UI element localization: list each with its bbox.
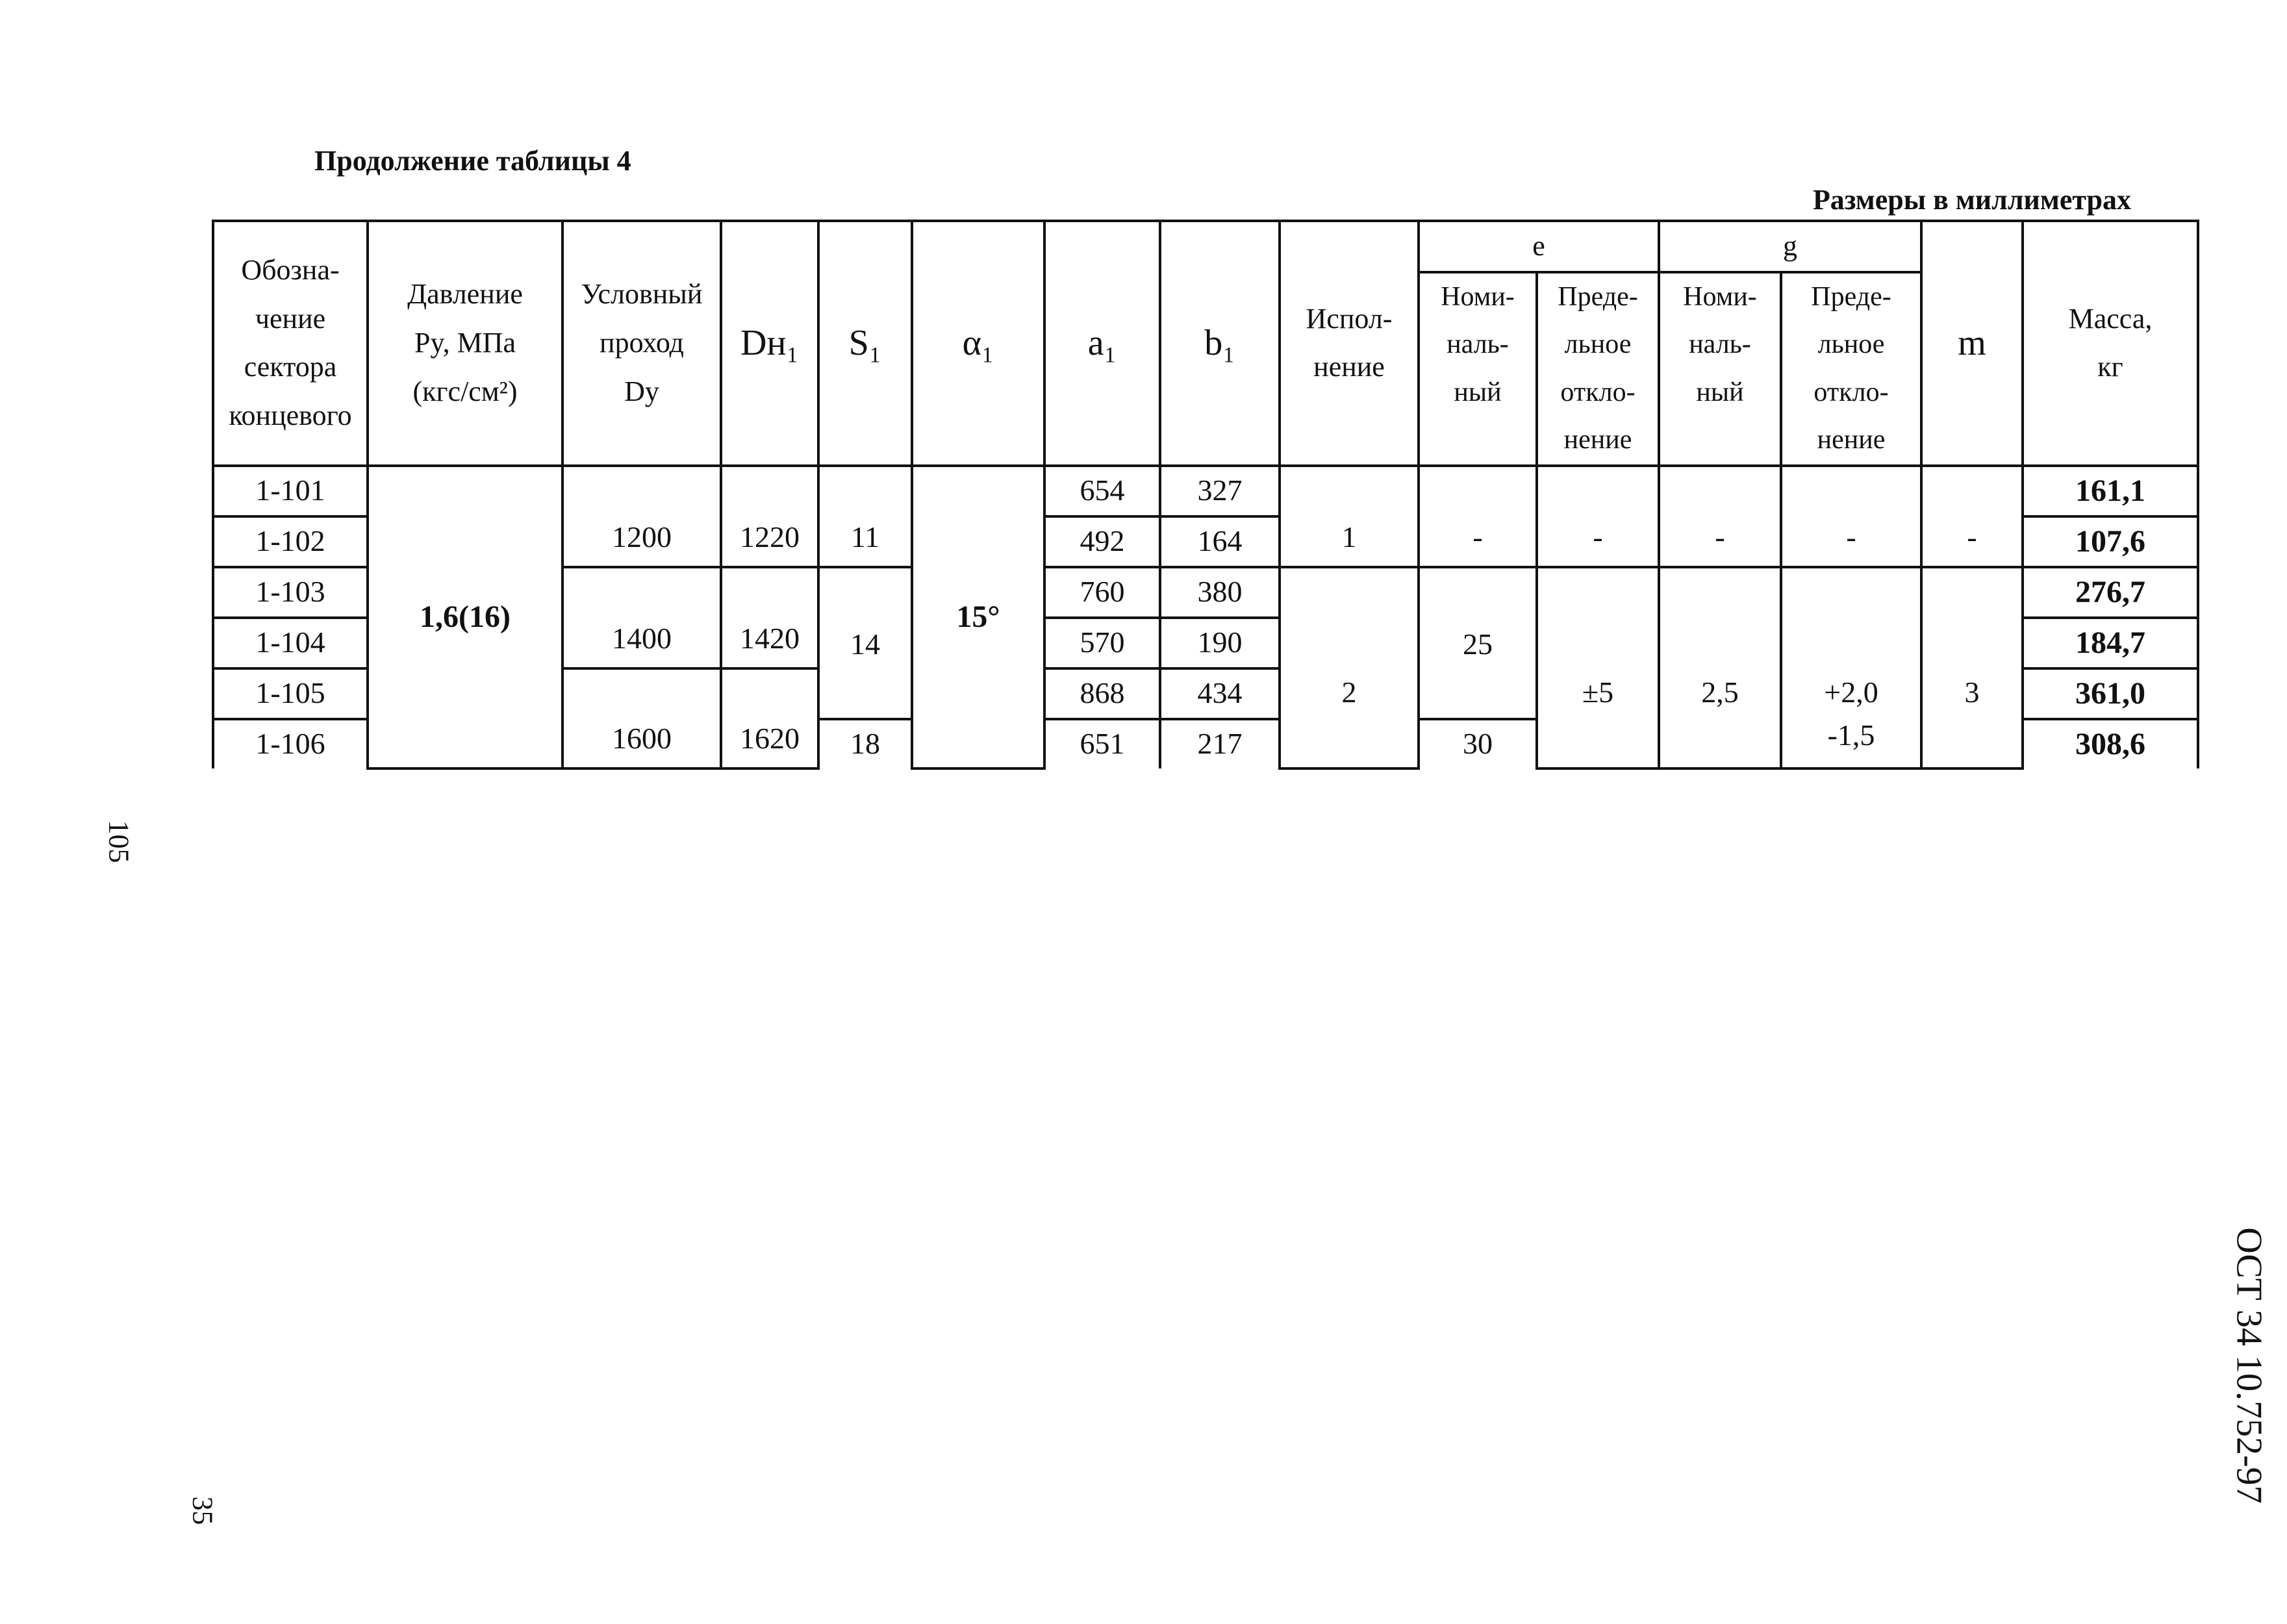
units-note: Размеры в миллиметрах: [1812, 184, 2131, 216]
col-bore: Условный проход Dy: [562, 221, 721, 466]
col-m: m: [1921, 221, 2023, 466]
cell-mass: 161,1: [2023, 466, 2198, 516]
cell-m: 3: [1921, 567, 2023, 768]
cell-g-nominal: 2,5: [1659, 567, 1781, 768]
cell-g-deviation: -: [1781, 466, 1921, 567]
cell-designation: 1-106: [213, 719, 368, 768]
col-version: Испол- нение: [1280, 221, 1419, 466]
cell-a1: 570: [1044, 618, 1160, 668]
cell-designation: 1-103: [213, 567, 368, 618]
cell-dn1: 1220: [721, 466, 818, 567]
cell-b1: 380: [1160, 567, 1280, 618]
col-a1: a₁: [1044, 221, 1160, 466]
col-alpha1: α₁: [912, 221, 1044, 466]
g-deviation-plus: +2,0: [1824, 675, 1878, 709]
dimensions-table: [212, 220, 2199, 770]
cell-g-deviation: [1781, 567, 1921, 768]
cell-a1: 868: [1044, 668, 1160, 719]
cell-b1: 164: [1160, 516, 1280, 567]
cell-a1: 492: [1044, 516, 1160, 567]
page-number: 105: [103, 820, 135, 863]
cell-dn1: 1420: [721, 567, 818, 668]
col-s1: S₁: [818, 221, 912, 466]
cell-mass: 361,0: [2023, 668, 2198, 719]
g-deviation-minus: -1,5: [1827, 718, 1875, 752]
cell-alpha: 15°: [912, 466, 1044, 768]
cell-e-nominal: 25: [1419, 567, 1537, 719]
cell-b1: 434: [1160, 668, 1280, 719]
sheet-number: 35: [186, 1496, 219, 1525]
col-designation: Обозна- чение сектора концевого: [213, 221, 368, 466]
cell-a1: 651: [1044, 719, 1160, 768]
cell-bore: 1400: [562, 567, 721, 668]
cell-b1: 327: [1160, 466, 1280, 516]
cell-bore: 1600: [562, 668, 721, 768]
cell-pressure: 1,6(16): [368, 466, 562, 768]
cell-b1: 190: [1160, 618, 1280, 668]
cell-e-deviation: -: [1537, 466, 1659, 567]
group-g: g: [1659, 221, 1921, 272]
col-b1: b₁: [1160, 221, 1280, 466]
col-e-nominal: Номи- наль- ный: [1419, 272, 1537, 466]
cell-a1: 760: [1044, 567, 1160, 618]
col-dn1: Dн₁: [721, 221, 818, 466]
cell-mass: 308,6: [2023, 719, 2198, 768]
cell-e-deviation: ±5: [1537, 567, 1659, 768]
cell-designation: 1-104: [213, 618, 368, 668]
header-row-1: [213, 221, 2198, 272]
table-row: [213, 466, 2198, 516]
cell-e-nominal: -: [1419, 466, 1537, 567]
col-g-nominal: Номи- наль- ный: [1659, 272, 1781, 466]
cell-m: -: [1921, 466, 2023, 567]
cell-s1: 11: [818, 466, 912, 567]
cell-g-nominal: -: [1659, 466, 1781, 567]
group-e: e: [1419, 221, 1659, 272]
cell-designation: 1-105: [213, 668, 368, 719]
col-g-deviation: Преде- льное откло- нение: [1781, 272, 1921, 466]
cell-designation: 1-101: [213, 466, 368, 516]
table-caption: Продолжение таблицы 4: [314, 145, 631, 177]
cell-version: 1: [1280, 466, 1419, 567]
cell-s1: 18: [818, 719, 912, 768]
cell-bore: 1200: [562, 466, 721, 567]
cell-mass: 276,7: [2023, 567, 2198, 618]
col-e-deviation: Преде- льное откло- нение: [1537, 272, 1659, 466]
cell-s1: 14: [818, 567, 912, 719]
cell-designation: 1-102: [213, 516, 368, 567]
cell-version: 2: [1280, 567, 1419, 768]
col-pressure: Давление Py, МПа (кгс/см²): [368, 221, 562, 466]
col-mass: Масса, кг: [2023, 221, 2198, 466]
cell-b1: 217: [1160, 719, 1280, 768]
cell-a1: 654: [1044, 466, 1160, 516]
cell-dn1: 1620: [721, 668, 818, 768]
document-code: ОСТ 34 10.752-97: [2229, 1227, 2269, 1504]
cell-e-nominal: 30: [1419, 719, 1537, 768]
cell-mass: 184,7: [2023, 618, 2198, 668]
cell-mass: 107,6: [2023, 516, 2198, 567]
